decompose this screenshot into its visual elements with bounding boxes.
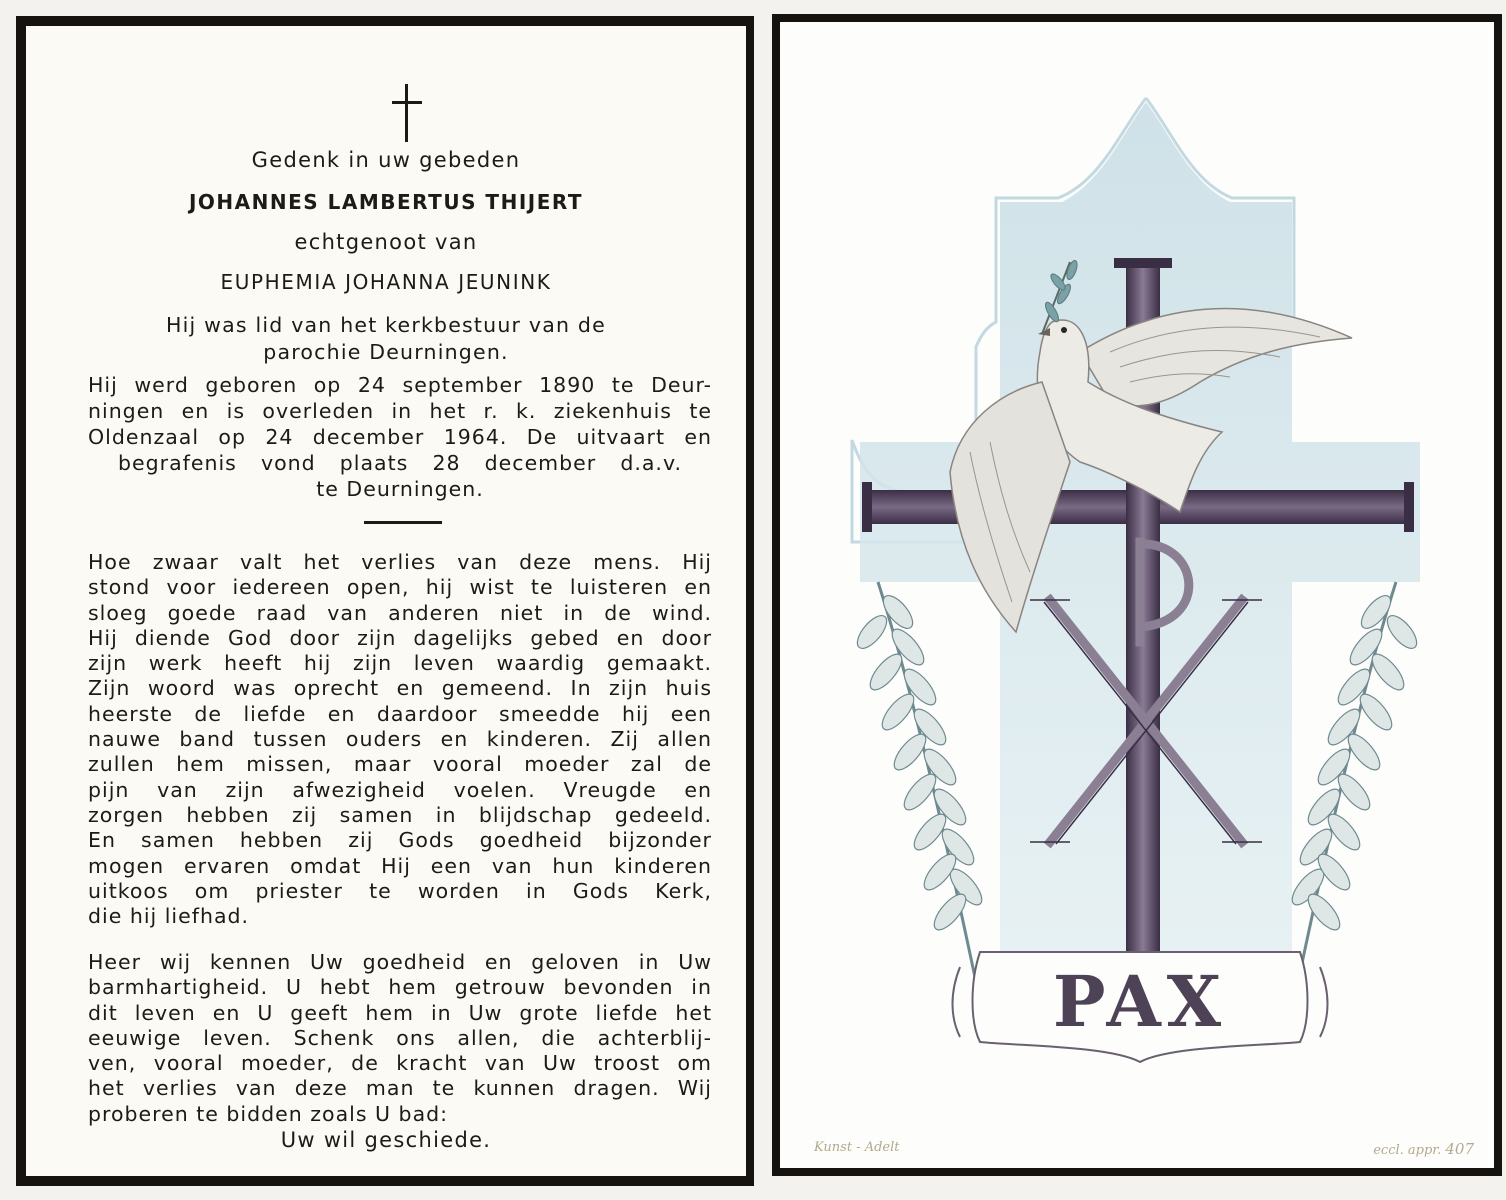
heading: Gedenk in uw gebeden — [251, 148, 521, 172]
publisher-imprint: Kunst - Adelt — [814, 1140, 900, 1155]
prayer-line: eeuwige leven. Schenk ons allen, die achterblij- — [88, 1025, 712, 1050]
pax-plaque — [953, 952, 1328, 1062]
tribute-line: Hij diende God door zijn dagelijks gebed en door — [88, 625, 712, 650]
prayer-line: barmhartigheid. U hebt hem getrouw bevonden in — [88, 975, 712, 1000]
divider — [364, 521, 442, 524]
memorial-card-text-side — [16, 16, 754, 1186]
approval-text: eccl. appr. — [1373, 1143, 1442, 1158]
spouse-name: EUPHEMIA JOHANNA JEUNINK — [220, 270, 552, 294]
tribute-line: En samen hebben zij Gods goedheid bijzonder — [88, 828, 712, 853]
life-paragraph — [88, 372, 712, 502]
deceased-name: JOHANNES LAMBERTUS THIJERT — [188, 190, 584, 214]
tribute-line: mogen ervaren omdat Hij een van hun kinderen — [88, 853, 712, 878]
prayer-line: dit leven en U geeft hem in Uw grote liefde het — [88, 1000, 712, 1025]
tribute-line: Hoe zwaar valt het verlies van deze mens. Hij — [88, 550, 712, 574]
prayer-line: Heer wij kennen Uw goedheid en geloven in Uw — [88, 950, 712, 974]
relation: echtgenoot van — [294, 230, 478, 254]
card-paper — [780, 22, 1494, 1168]
life-line: Oldenzaal op 24 december 1964. De uitvaart en — [88, 425, 712, 449]
tribute-line: uitkoos om priester te worden in Gods Kerk, — [88, 878, 712, 903]
membership-line: parochie Deurningen. — [263, 340, 509, 364]
life-line: ningen en is overleden in het r. k. ziekenhuis te — [88, 399, 712, 423]
ecclesiastical-approval — [1373, 1140, 1474, 1158]
tribute-paragraph — [88, 550, 712, 929]
life-line: te Deurningen. — [316, 477, 484, 501]
prayer-line: proberen te bidden zoals U bad: — [88, 1101, 449, 1126]
left-palm-branch — [852, 582, 987, 982]
prayer-line: ven, vooral moeder, de kracht van Uw troost om — [88, 1051, 712, 1076]
membership-line: Hij was lid van het kerkbestuur van de — [166, 313, 606, 337]
cross-icon — [392, 84, 422, 142]
tribute-line: die hij liefhad. — [88, 904, 250, 929]
life-line: Hij werd geboren op 24 september 1890 te Deur- — [88, 373, 712, 397]
tribute-line: stond voor iedereen open, hij wist te luisteren en — [88, 575, 712, 600]
tribute-line: zorgen hebben zij samen in blijdschap gedeeld. — [88, 802, 712, 827]
life-line: begrafenis vond plaats 28 december d.a.v. — [118, 451, 682, 475]
membership-paragraph — [26, 312, 746, 366]
prayer-line: het verlies van deze man te kunnen dragen. Wij — [88, 1076, 712, 1101]
tribute-line: sloeg goede raad van anderen niet in de wind. — [88, 600, 712, 625]
tribute-line: zijn werk heeft hij zijn leven waardig gemaakt. — [88, 651, 712, 676]
tribute-line: Zijn woord was oprecht en gemeend. In zijn huis — [88, 676, 712, 701]
tribute-line: nauwe band tussen ouders en kinderen. Zij allen — [88, 727, 712, 752]
memorial-card-picture-side — [772, 14, 1502, 1176]
tribute-line: pijn van zijn afwezigheid voelen. Vreugde en — [88, 777, 712, 802]
closing-line: Uw wil geschiede. — [280, 1128, 492, 1152]
tribute-line: zullen hem missen, maar vooral moeder zal de — [88, 752, 712, 777]
card-paper — [26, 26, 746, 1176]
prayer-paragraph — [88, 950, 712, 1127]
approval-number: 407 — [1445, 1140, 1474, 1158]
tribute-line: heerste de liefde en daardoor smeedde hij een — [88, 701, 712, 726]
pax-text: PAX — [1052, 960, 1228, 1043]
religious-illustration — [780, 22, 1494, 1168]
right-palm-branch — [1287, 582, 1422, 982]
